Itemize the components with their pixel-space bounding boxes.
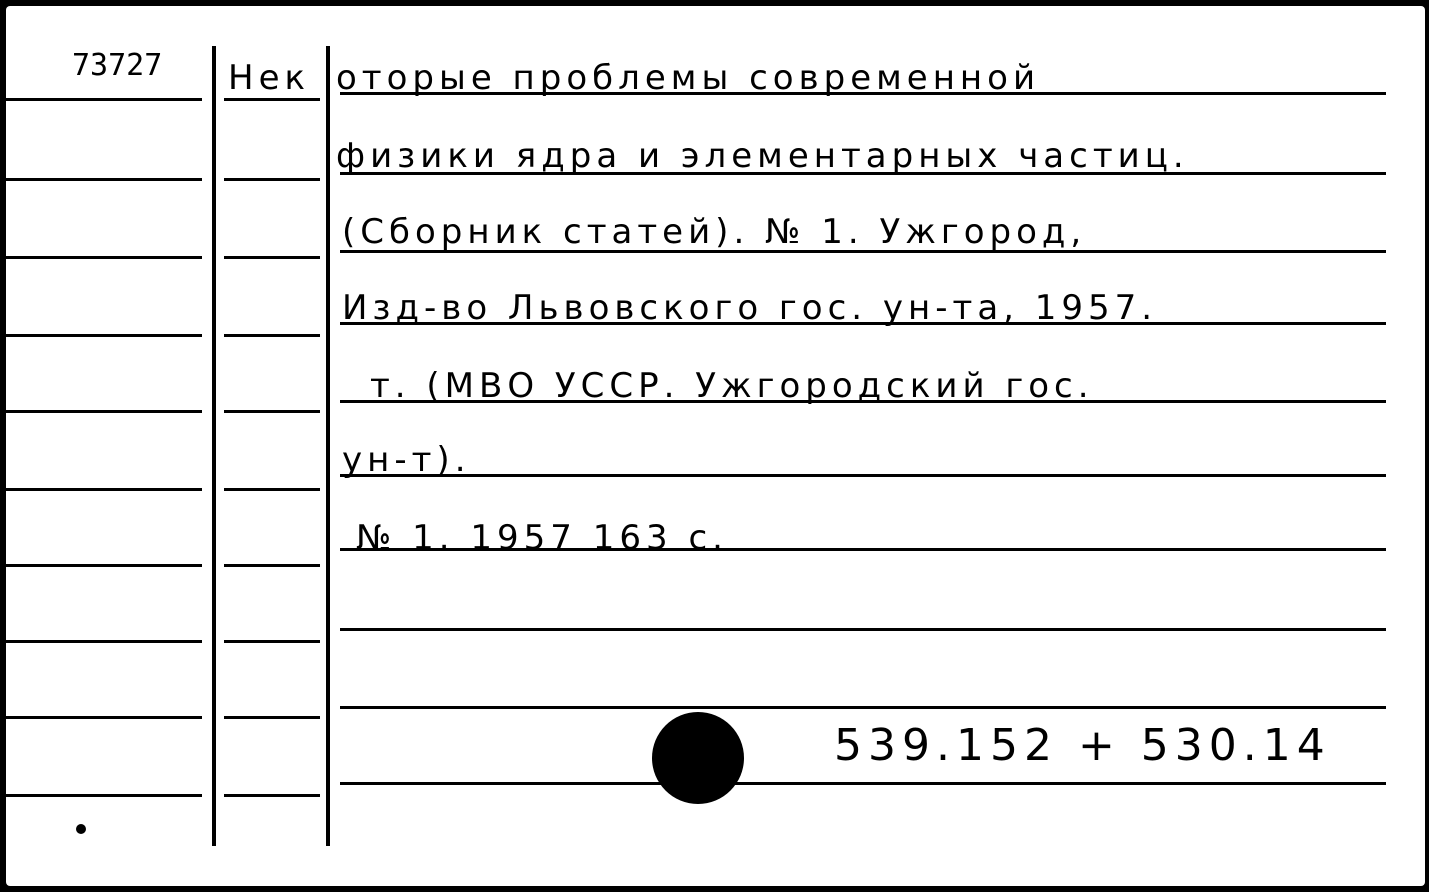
rule-line <box>6 640 202 643</box>
rule-line <box>340 782 1386 785</box>
entry-line-5: т. (МВО УССР. Ужгородский гос. <box>370 366 1094 406</box>
rule-line <box>6 410 202 413</box>
rule-line <box>340 628 1386 631</box>
rule-line <box>224 334 320 337</box>
ink-mark <box>74 822 88 836</box>
rule-line <box>224 564 320 567</box>
rule-line <box>6 564 202 567</box>
rule-line <box>6 488 202 491</box>
entry-line-7: № 1. 1957 163 с. <box>356 518 728 558</box>
entry-line-4: Изд-во Львовского гос. ун-та, 1957. <box>342 288 1158 328</box>
rule-line <box>224 794 320 797</box>
entry-line-3: (Сборник статей). № 1. Ужгород, <box>342 212 1087 252</box>
rule-line <box>6 716 202 719</box>
rule-line <box>224 98 320 101</box>
rule-line <box>224 256 320 259</box>
classification-number: 539.152 + 530.14 <box>834 720 1331 771</box>
rule-line <box>6 334 202 337</box>
margin-line-left <box>212 46 216 846</box>
entry-line-1: оторые проблемы современной <box>336 58 1041 98</box>
punched-hole <box>652 712 744 804</box>
rule-line <box>224 716 320 719</box>
accession-number: 73727 <box>72 48 163 83</box>
rule-line <box>6 256 202 259</box>
rule-line <box>340 474 1386 477</box>
entry-line-2: физики ядра и элементарных частиц. <box>336 136 1189 176</box>
rule-line <box>340 706 1386 709</box>
rule-line <box>6 178 202 181</box>
rule-line <box>224 640 320 643</box>
rule-line <box>224 178 320 181</box>
rule-line <box>6 98 202 101</box>
rule-line <box>6 794 202 797</box>
rule-line <box>224 410 320 413</box>
margin-line-right <box>326 46 330 846</box>
catalog-card <box>6 6 1425 886</box>
rule-line <box>224 488 320 491</box>
entry-line-6: ун-т). <box>342 440 471 480</box>
author-fragment: Нек <box>228 58 311 98</box>
